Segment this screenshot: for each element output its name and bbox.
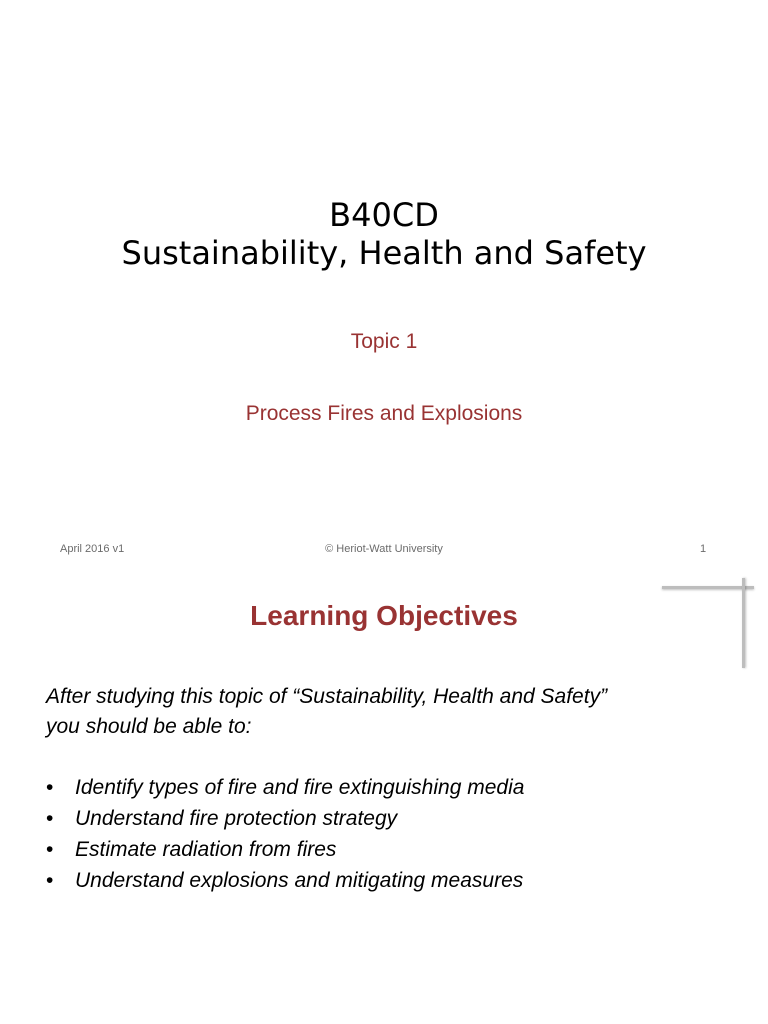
topic-subtitle: Process Fires and Explosions [245, 402, 523, 425]
objective-text: Understand explosions and mitigating measures [75, 869, 524, 892]
footer-date: April 2016 v1 [60, 543, 125, 555]
course-title: Sustainability, Health and Safety [121, 234, 647, 272]
list-item [46, 835, 746, 866]
bullet-icon: • [46, 869, 54, 892]
footer-page-number: 1 [700, 543, 707, 555]
learning-objectives-heading: Learning Objectives [250, 600, 518, 631]
intro-line: After studying this topic of “Sustainability, Health and Safety” [46, 685, 608, 708]
course-code: B40CD [329, 196, 439, 234]
objectives-list [46, 773, 746, 897]
list-item [46, 773, 746, 804]
objective-text: Understand fire protection strategy [75, 807, 398, 830]
objective-text: Identify types of fire and fire extinguishing media [75, 776, 525, 799]
footer-copyright: © Heriot-Watt University [325, 543, 443, 555]
topic-label: Topic 1 [350, 330, 418, 353]
crop-mark-horizontal [662, 586, 754, 589]
objective-text: Estimate radiation from fires [75, 838, 337, 861]
list-item [46, 804, 746, 835]
bullet-icon: • [46, 807, 54, 830]
intro-line: you should be able to: [46, 715, 252, 738]
bullet-icon: • [46, 838, 54, 861]
intro-paragraph [46, 682, 746, 742]
bullet-icon: • [46, 776, 54, 799]
list-item [46, 866, 746, 897]
